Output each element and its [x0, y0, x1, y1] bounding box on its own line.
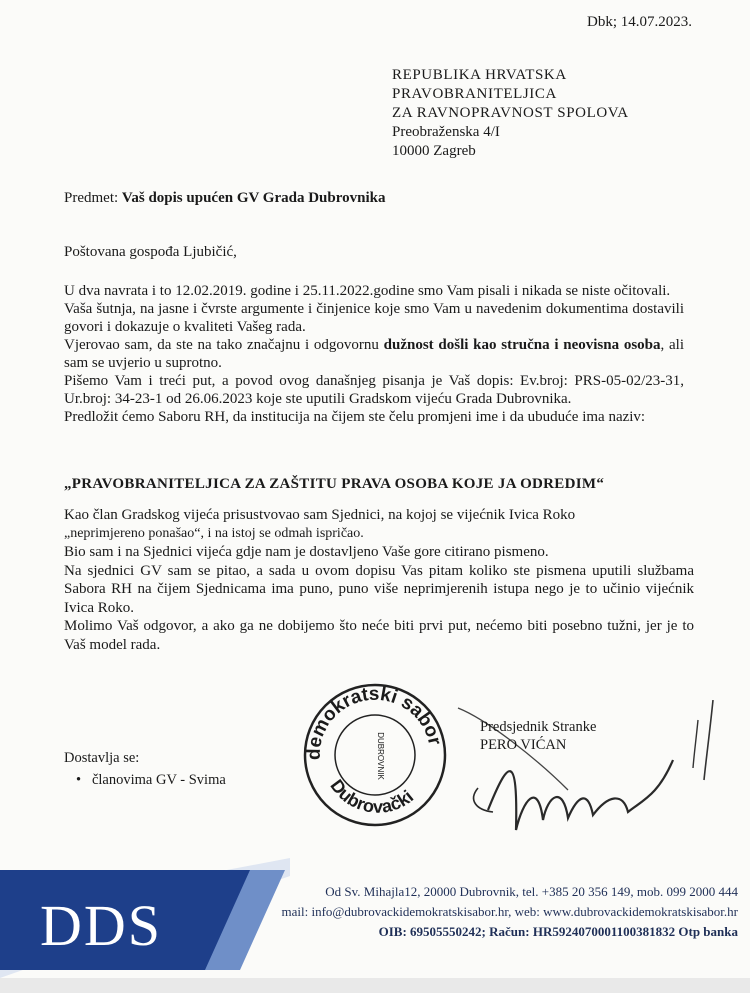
- subject-label: Predmet:: [64, 190, 119, 206]
- recipient-address: [392, 66, 629, 161]
- signer-name: PERO VIĆAN: [480, 737, 567, 753]
- footer-address: Od Sv. Mihajla12, 20000 Dubrovnik, tel. +385 20 356 149, mob. 099 2000 444: [325, 884, 738, 899]
- recipient-line-3: ZA RAVNOPRAVNOST SPOLOVA: [392, 105, 629, 121]
- recipient-street: Preobraženska 4/I: [392, 124, 500, 140]
- body2-paragraph-1b: „neprimjereno ponašao“, i na istoj se odmah ispričao.: [64, 525, 364, 541]
- body-paragraph-3-start: Vjerovao sam, da ste na tako značajnu i odgovornu: [64, 337, 384, 353]
- oib-label: OIB:: [378, 924, 407, 939]
- bottom-strip: [0, 978, 750, 993]
- svg-text:Dubrovački: [326, 776, 417, 817]
- body-paragraph-3-bold: dužnost došli kao stručna i neovisna osoba: [383, 337, 661, 353]
- signature-block: [480, 718, 596, 754]
- recipient-line-1: REPUBLIKA HRVATSKA: [392, 67, 567, 83]
- stamp-lower-text: Dubrovački: [326, 775, 418, 817]
- body2-paragraph-4: Molimo Vaš odgovor, a ako ga ne dobijemo što neće biti prvi put, nećemo biti posebno tužni, jer je to Vaš model rada.: [64, 618, 694, 653]
- distribution-label: Dostavlja se:: [64, 750, 140, 766]
- racun-label: Račun:: [489, 924, 530, 939]
- body-paragraph-4: Pišemo Vam i treći put, a povod ovog današnjeg pisanja je Vaš dopis: Ev.broj: PRS-05-02/23-31, Ur.broj: 34-23-1 od 26.06.2023 koje ste uputili Gradskom vijeću Grada Dubrovnika.: [64, 373, 684, 407]
- body-paragraph-2: Vaša šutnja, na jasne i čvrste argumente i činjenice koje smo Vam u navedenim dokumentima dostavili govori i dokazuje o kvaliteti Vašeg rada.: [64, 301, 684, 335]
- body-paragraph-5: Predložit ćemo Saboru RH, da institucija na čijem ste čelu promjeni ime i da ubuduće ima naziv:: [64, 409, 646, 425]
- signer-title: Predsjednik Stranke: [480, 719, 597, 735]
- oib-value: 69505550242;: [410, 924, 486, 939]
- distribution-item: [76, 772, 226, 789]
- subject-line: [64, 190, 385, 207]
- letter-body: [64, 282, 684, 426]
- recipient-city: 10000 Zagreb: [392, 143, 476, 159]
- footer-bank-info: [282, 922, 738, 942]
- racun-value: HR5924070001100381832 Otp banka: [532, 924, 738, 939]
- svg-text:demokratski sabor: [304, 684, 446, 760]
- distribution-item-text: članovima GV - Svima: [91, 772, 226, 788]
- proposed-name-headline: „PRAVOBRANITELJICA ZA ZAŠTITU PRAVA OSOBA KOJE JA ODREDIM“: [64, 476, 605, 492]
- body-paragraph-3-end: , ali sam se uvjerio u suprotno.: [64, 337, 684, 371]
- body2-paragraph-1: Kao član Gradskog vijeća prisustvovao sam Sjednici, na kojoj se vijećnik Ivica Roko: [64, 507, 576, 523]
- body2-paragraph-3: Na sjednici GV sam se pitao, a sada u ovom dopisu Vas pitam koliko ste pismena uputili službama Sabora RH na čijem Sjednicama ima puno, puno više neprimjerenih istupa nego je to učinio vijećnik Ivica Roko.: [64, 562, 694, 616]
- party-stamp: [300, 680, 450, 830]
- footer-contact: [282, 882, 738, 942]
- body-paragraph-1: U dva navrata i to 12.02.2019. godine i 25.11.2022.godine smo Vam pisali i nikada se niste očitovali.: [64, 283, 671, 299]
- salutation: Poštovana gospođa Ljubičić,: [64, 244, 237, 260]
- stamp-outer-text: demokratski sabor: [303, 683, 446, 761]
- body2-paragraph-2: Bio sam i na Sjednici vijeća gdje nam je dostavljeno Vaše gore citirano pismeno.: [64, 544, 549, 560]
- letter-body-continued: [64, 506, 694, 654]
- letter-date: Dbk; 14.07.2023.: [587, 14, 692, 30]
- subject-text: Vaš dopis upućen GV Grada Dubrovnika: [121, 190, 386, 206]
- recipient-line-2: PRAVOBRANITELJICA: [392, 86, 557, 102]
- footer-mail-web: mail: info@dubrovackidemokratskisabor.hr, web: www.dubrovackidemokratskisabor.hr: [281, 904, 738, 919]
- dds-logo: DDS: [40, 893, 163, 958]
- bullet-icon: •: [76, 772, 92, 788]
- body-paragraph-3: [64, 336, 684, 372]
- stamp-center-text: DUBROVNIK: [376, 732, 385, 780]
